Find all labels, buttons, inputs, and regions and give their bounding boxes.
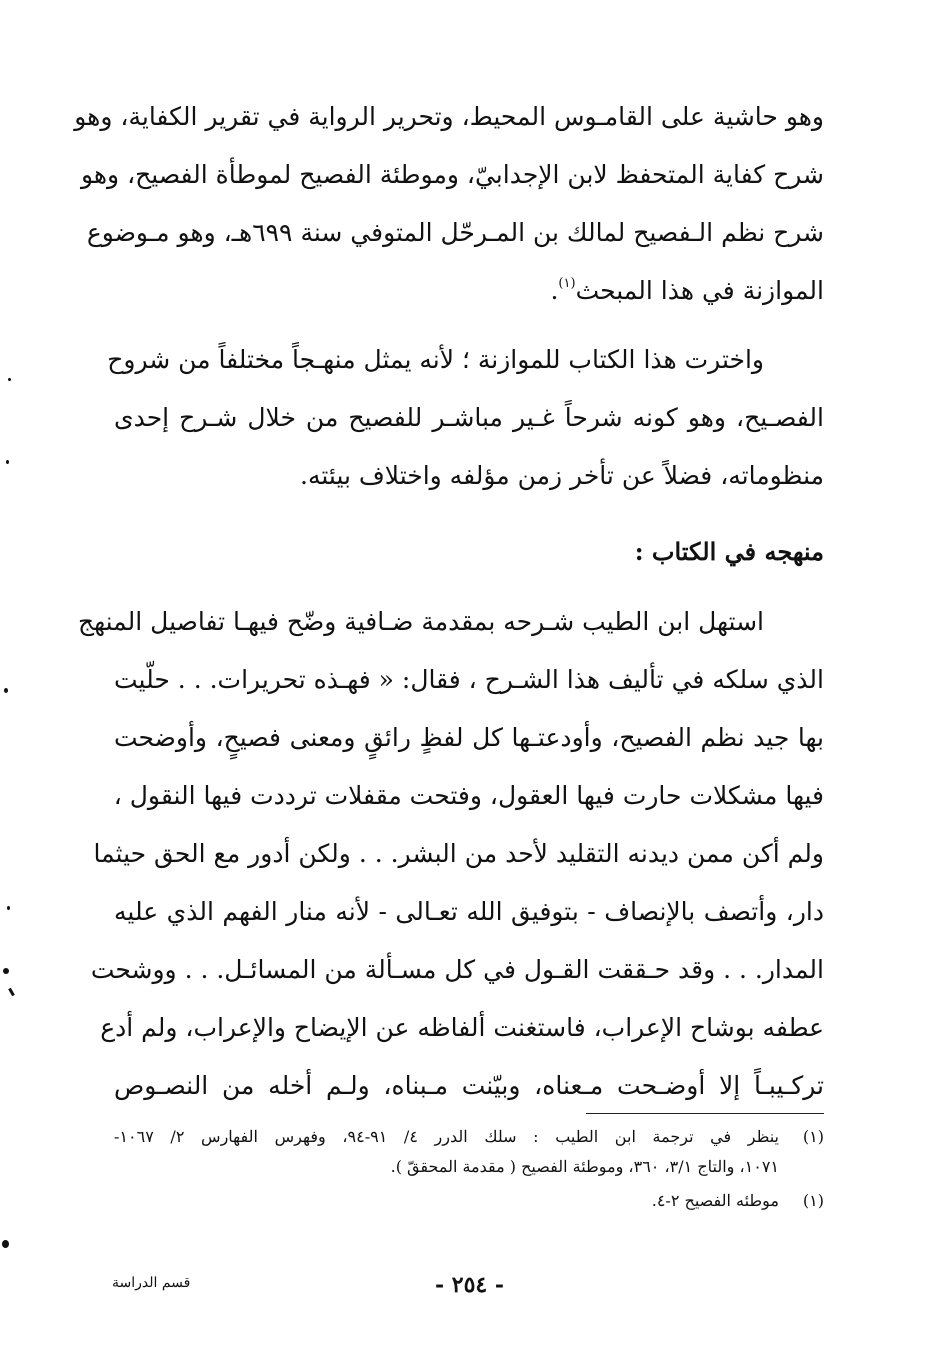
sentence-end: . bbox=[550, 276, 559, 305]
scan-speck bbox=[3, 968, 9, 974]
footnote-line: ينظر في ترجمة ابن الطيب : سلك الدرر ٤/ ٩١-٩٤، وفهرس الفهارس ٢/ ١٠٦٧- bbox=[114, 1127, 779, 1146]
footnote-line: ١٠٧١، والتاج ٣/١، ٣٦٠، وموطئة الفصيح ( مقدمة المحققّ ). bbox=[390, 1157, 779, 1176]
footnotes bbox=[114, 1122, 824, 1216]
footnote-reference: (١) bbox=[558, 276, 576, 291]
text-line: تركـيبـاً إلا أوضـحت مـعناه، وبيّنت مـبناه، ولـم أخله من النصـوص bbox=[114, 1071, 824, 1100]
scan-speck bbox=[6, 460, 9, 464]
text-line: عطفه بوشاح الإعراب، فاستغنت ألفاظه عن الإيضاح والإعراب، ولم أدع bbox=[100, 1013, 824, 1042]
text-line: واخترت هذا الكتاب للموازنة ؛ لأنه يمثل منهـجاً مختلفاً من شروح bbox=[107, 345, 764, 374]
text-line: منظوماته، فضلاً عن تأخر زمن مؤلفه واختلاف بيئته. bbox=[300, 461, 824, 490]
text-line: المدار. . . وقد حـققت القـول في كل مسـألة من المسائـل. . . ووشحت bbox=[90, 955, 824, 984]
paragraph-2 bbox=[107, 331, 824, 505]
scan-speck bbox=[2, 1240, 9, 1248]
footnote-text bbox=[114, 1122, 779, 1182]
text-line: وهو حاشية على القامـوس المحيط، وتحرير الرواية في تقرير الكفاية، وهو bbox=[74, 102, 824, 131]
scan-speck bbox=[8, 988, 15, 996]
paragraph-1 bbox=[74, 88, 824, 320]
footnote bbox=[114, 1186, 824, 1216]
footnote-number: (١) bbox=[802, 1191, 824, 1210]
text-line: الذي سلكه في تأليف هذا الشـرح ، فقال: « فهـذه تحريرات. . . حلّيت bbox=[114, 665, 824, 694]
text-line: ولم أكن ممن ديدنه التقليد لأحد من البشر. . . ولكن أدور مع الحق حيثما bbox=[93, 839, 824, 868]
text-line: بها جيد نظم الفصيح، وأودعتـها كل لفظٍ رائقٍ ومعنى فصيحٍ، وأوضحت bbox=[114, 723, 824, 752]
scan-speck bbox=[4, 688, 8, 693]
text-line: شرح كفاية المتحفظ لابن الإجدابيّ، وموطئة الفصيح لموطأة الفصيح، وهو bbox=[80, 160, 824, 189]
footnote-separator bbox=[586, 1113, 824, 1114]
text-line-content: الموازنة في هذا المبحث bbox=[575, 276, 824, 305]
text-line: فيها مشكلات حارت فيها العقول، وفتحت مقفلات ترددت فيها النقول ، bbox=[113, 781, 824, 810]
footnote-text bbox=[114, 1186, 779, 1216]
text-line: شرح نظم الـفصيح لمالك بن المـرحّل المتوفي سنة ٦٩٩هـ، وهو مـوضوع bbox=[86, 218, 824, 247]
scan-speck bbox=[7, 906, 10, 910]
text-line: استهل ابن الطيب شـرحه بمقدمة ضـافية وضّح فيهـا تفاصيل المنهج bbox=[77, 607, 764, 636]
paragraph-3 bbox=[77, 593, 824, 1115]
footnote-line: موطئه الفصيح ٢-٤. bbox=[651, 1191, 779, 1210]
scan-speck bbox=[8, 378, 11, 381]
page-number: - ٢٥٤ - bbox=[434, 1272, 505, 1298]
footnote-number: (١) bbox=[802, 1127, 824, 1146]
running-footer-label: قسم الدراسة bbox=[112, 1275, 191, 1291]
footnote bbox=[114, 1122, 824, 1182]
section-heading: منهجه في الكتاب : bbox=[634, 537, 824, 566]
text-line bbox=[114, 262, 824, 320]
text-line: دار، وأتصف بالإنصاف - بتوفيق الله تعـالى - لأنه منار الفهم الذي عليه bbox=[114, 897, 824, 926]
text-line: الفصـيح، وهو كونه شرحاً غـير مباشـر للفصيح من خلال شـرح إحدى bbox=[114, 403, 824, 432]
